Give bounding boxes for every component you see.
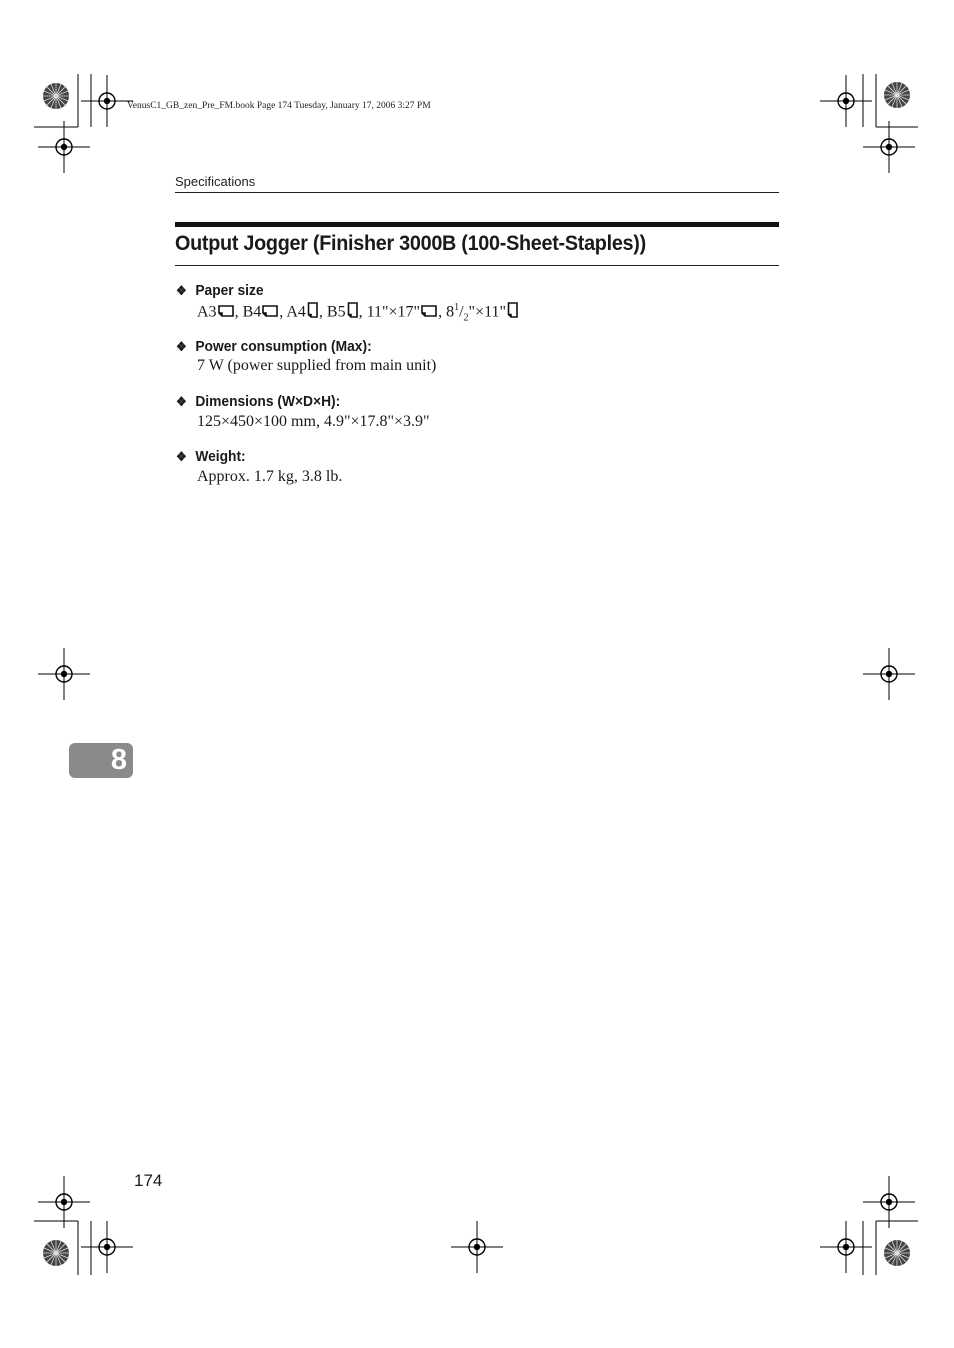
spec-value-weight: Approx. 1.7 kg, 3.8 lb. (197, 468, 343, 485)
portrait-paper-icon (507, 302, 518, 318)
print-info-slug: VenusC1_GB_zen_Pre_FM.book Page 174 Tuesday, January 17, 2006 3:27 PM (127, 101, 431, 111)
register-cross-icon (451, 1221, 503, 1273)
spec-value-dimensions: 125×450×100 mm, 4.9"×17.8"×3.9" (197, 413, 430, 430)
color-target-icon (884, 82, 910, 108)
register-cross-icon (81, 75, 133, 127)
spec-value-paper-size: A3 , B4 , A4 , B5 , 11"×17" , $8^1/_2"\times 11$" (197, 302, 519, 324)
diamond-bullet-icon: ❖ (176, 283, 187, 298)
register-cross-icon (863, 648, 915, 700)
title-bottom-rule (175, 265, 779, 266)
color-target-icon (43, 1240, 69, 1266)
page-number: 174 (134, 1171, 163, 1190)
register-cross-icon (38, 648, 90, 700)
register-cross-icon (38, 121, 90, 173)
register-cross-icon (820, 75, 872, 127)
color-target-icon (43, 83, 69, 109)
portrait-paper-icon (347, 302, 358, 318)
register-cross-icon (38, 1176, 90, 1228)
crop-mark-top-left (34, 74, 133, 173)
crop-mark-top-right (820, 74, 918, 173)
register-cross-icon (820, 1221, 872, 1273)
register-cross-icon (863, 1176, 915, 1228)
spec-label-weight: ❖ Weight: (176, 448, 246, 465)
landscape-paper-icon (218, 304, 234, 318)
title-top-rule (175, 222, 779, 227)
landscape-paper-icon (262, 304, 278, 318)
portrait-paper-icon (307, 302, 318, 318)
spec-label-dimensions: ❖ Dimensions (W×D×H): (176, 393, 341, 410)
spec-label-paper-size: ❖ Paper size (176, 282, 264, 299)
header-rule (175, 192, 779, 193)
landscape-paper-icon (421, 304, 437, 318)
crop-mark-bottom-left (34, 1176, 133, 1275)
chapter-number: 8 (110, 744, 127, 776)
chapter-tab (69, 743, 133, 778)
register-cross-icon (81, 1221, 133, 1273)
running-head: Specifications (175, 174, 256, 189)
color-target-icon (884, 1240, 910, 1266)
crop-mark-bottom-right (820, 1176, 918, 1275)
diamond-bullet-icon: ❖ (176, 339, 187, 354)
spec-label-power-consumption: ❖ Power consumption (Max): (176, 338, 372, 355)
diamond-bullet-icon: ❖ (176, 449, 187, 464)
spec-value-power-consumption: 7 W (power supplied from main unit) (197, 357, 437, 374)
register-cross-icon (863, 121, 915, 173)
diamond-bullet-icon: ❖ (176, 394, 187, 409)
section-title: Output Jogger (Finisher 3000B (100-Sheet-Staples)) (175, 231, 646, 255)
